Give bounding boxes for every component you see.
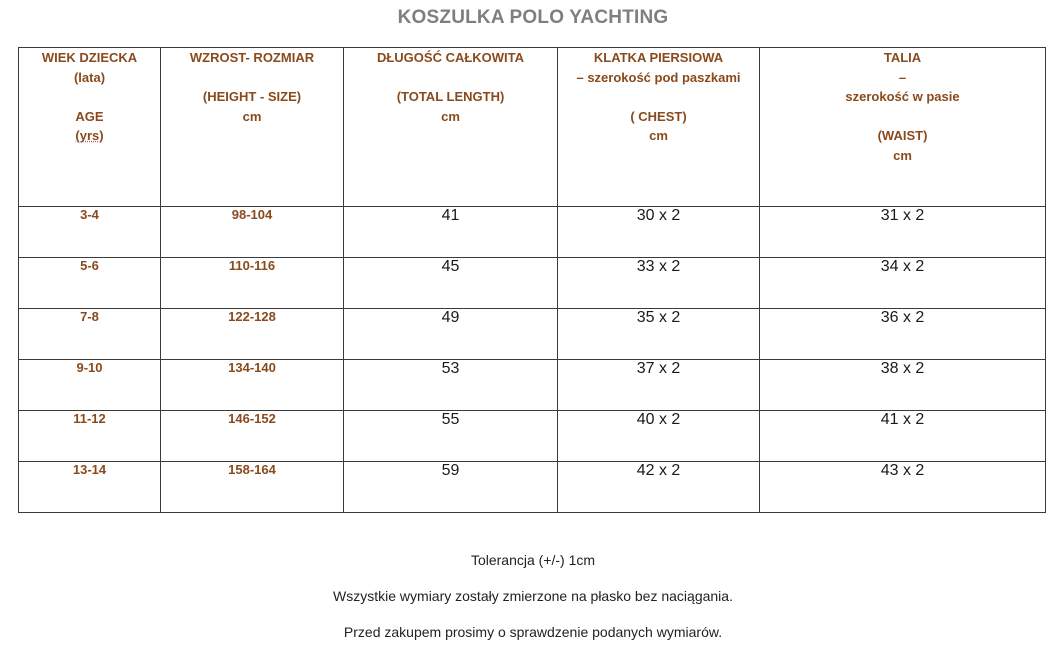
cell-length: 45 xyxy=(344,258,558,309)
cell-length: 55 xyxy=(344,411,558,462)
cell-length: 59 xyxy=(344,462,558,513)
check-note: Przed zakupem prosimy o sprawdzenie podanych wymiarów. xyxy=(343,624,723,640)
cell-waist: 31 x 2 xyxy=(760,207,1046,258)
header-age: WIEK DZIECKA (lata) AGE (yrs) xyxy=(19,48,161,207)
cell-age: 9-10 xyxy=(19,360,161,411)
cell-chest: 30 x 2 xyxy=(558,207,760,258)
table-row xyxy=(19,207,1046,258)
cell-age: 13-14 xyxy=(19,462,161,513)
cell-waist: 41 x 2 xyxy=(760,411,1046,462)
header-height-size: WZROST- ROZMIAR (HEIGHT - SIZE) cm xyxy=(161,48,344,207)
cell-chest: 35 x 2 xyxy=(558,309,760,360)
cell-length: 53 xyxy=(344,360,558,411)
cell-age: 3-4 xyxy=(19,207,161,258)
cell-age: 5-6 xyxy=(19,258,161,309)
cell-age: 11-12 xyxy=(19,411,161,462)
table-header-row xyxy=(19,48,1046,207)
cell-chest: 40 x 2 xyxy=(558,411,760,462)
cell-waist: 34 x 2 xyxy=(760,258,1046,309)
cell-size: 122-128 xyxy=(161,309,344,360)
cell-size: 146-152 xyxy=(161,411,344,462)
cell-length: 49 xyxy=(344,309,558,360)
cell-chest: 33 x 2 xyxy=(558,258,760,309)
header-waist: TALIA – szerokość w pasie (WAIST) cm xyxy=(760,48,1046,207)
cell-waist: 38 x 2 xyxy=(760,360,1046,411)
cell-size: 158-164 xyxy=(161,462,344,513)
cell-size: 110-116 xyxy=(161,258,344,309)
tolerance-note: Tolerancja (+/-) 1cm xyxy=(470,552,596,568)
table-row xyxy=(19,360,1046,411)
page-title: KOSZULKA POLO YACHTING xyxy=(397,7,669,28)
header-total-length: DŁUGOŚĆ CAŁKOWITA (TOTAL LENGTH) cm xyxy=(344,48,558,207)
header-chest: KLATKA PIERSIOWA – szerokość pod paszkami ( CHEST) cm xyxy=(558,48,760,207)
cell-size: 134-140 xyxy=(161,360,344,411)
cell-waist: 43 x 2 xyxy=(760,462,1046,513)
table-row xyxy=(19,309,1046,360)
measurement-note: Wszystkie wymiary zostały zmierzone na płasko bez naciągania. xyxy=(333,588,733,604)
cell-size: 98-104 xyxy=(161,207,344,258)
size-table xyxy=(18,47,1046,513)
cell-chest: 37 x 2 xyxy=(558,360,760,411)
cell-chest: 42 x 2 xyxy=(558,462,760,513)
table-row xyxy=(19,258,1046,309)
table-row xyxy=(19,411,1046,462)
cell-length: 41 xyxy=(344,207,558,258)
table-row xyxy=(19,462,1046,513)
cell-age: 7-8 xyxy=(19,309,161,360)
cell-waist: 36 x 2 xyxy=(760,309,1046,360)
